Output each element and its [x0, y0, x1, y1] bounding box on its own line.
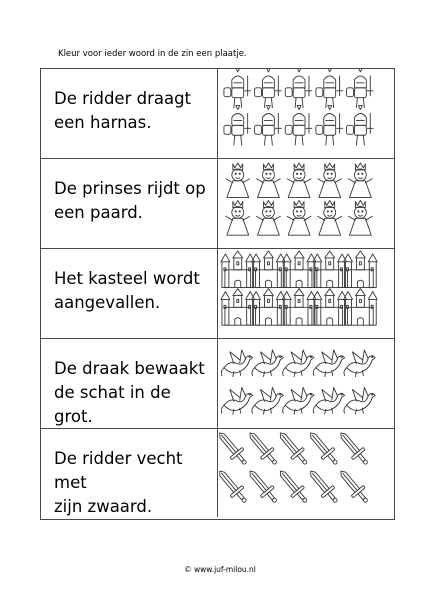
picture-cell-princesses — [218, 159, 394, 248]
sentence-row-dragon — [41, 339, 394, 429]
sentence-row-castle — [41, 249, 394, 339]
sentence-line: De ridder draagt — [54, 89, 192, 108]
sentence-line: een paard. — [54, 203, 143, 222]
sentence-line: De draak bewaakt — [54, 359, 205, 378]
sentence-line: aangevallen. — [54, 293, 161, 312]
copyright-footer: © www.juf-milou.nl — [184, 565, 256, 574]
sentence-line: Het kasteel wordt — [54, 269, 200, 288]
knight-icon[interactable] — [218, 69, 394, 158]
instruction-text: Kleur voor ieder woord in de zin een plaatje. — [58, 49, 247, 59]
picture-cell-knights — [218, 69, 394, 158]
sentence-cell — [41, 249, 218, 338]
dragon-icon[interactable] — [218, 339, 394, 428]
sentence-cell — [41, 339, 218, 428]
picture-cell-castles — [218, 249, 394, 338]
sentence-cell — [41, 69, 218, 158]
picture-cell-swords — [218, 429, 394, 517]
sentence-row-princess — [41, 159, 394, 249]
princess-icon[interactable] — [218, 159, 394, 248]
sentence-line: een harnas. — [54, 113, 152, 132]
sentence-line: De ridder vecht met — [54, 449, 183, 492]
castle-icon[interactable] — [218, 249, 394, 338]
sentence-line: de schat in de grot. — [54, 383, 171, 426]
sentence-cell — [41, 159, 218, 248]
sentence-line: De prinses rijdt op — [54, 179, 206, 198]
sentence-line: zijn zwaard. — [54, 497, 153, 516]
worksheet-table — [40, 68, 395, 520]
sentence-row-knight — [41, 69, 394, 159]
sentence-cell — [41, 429, 218, 517]
picture-cell-dragons — [218, 339, 394, 428]
sword-icon[interactable] — [218, 429, 394, 517]
sentence-row-sword — [41, 429, 394, 517]
